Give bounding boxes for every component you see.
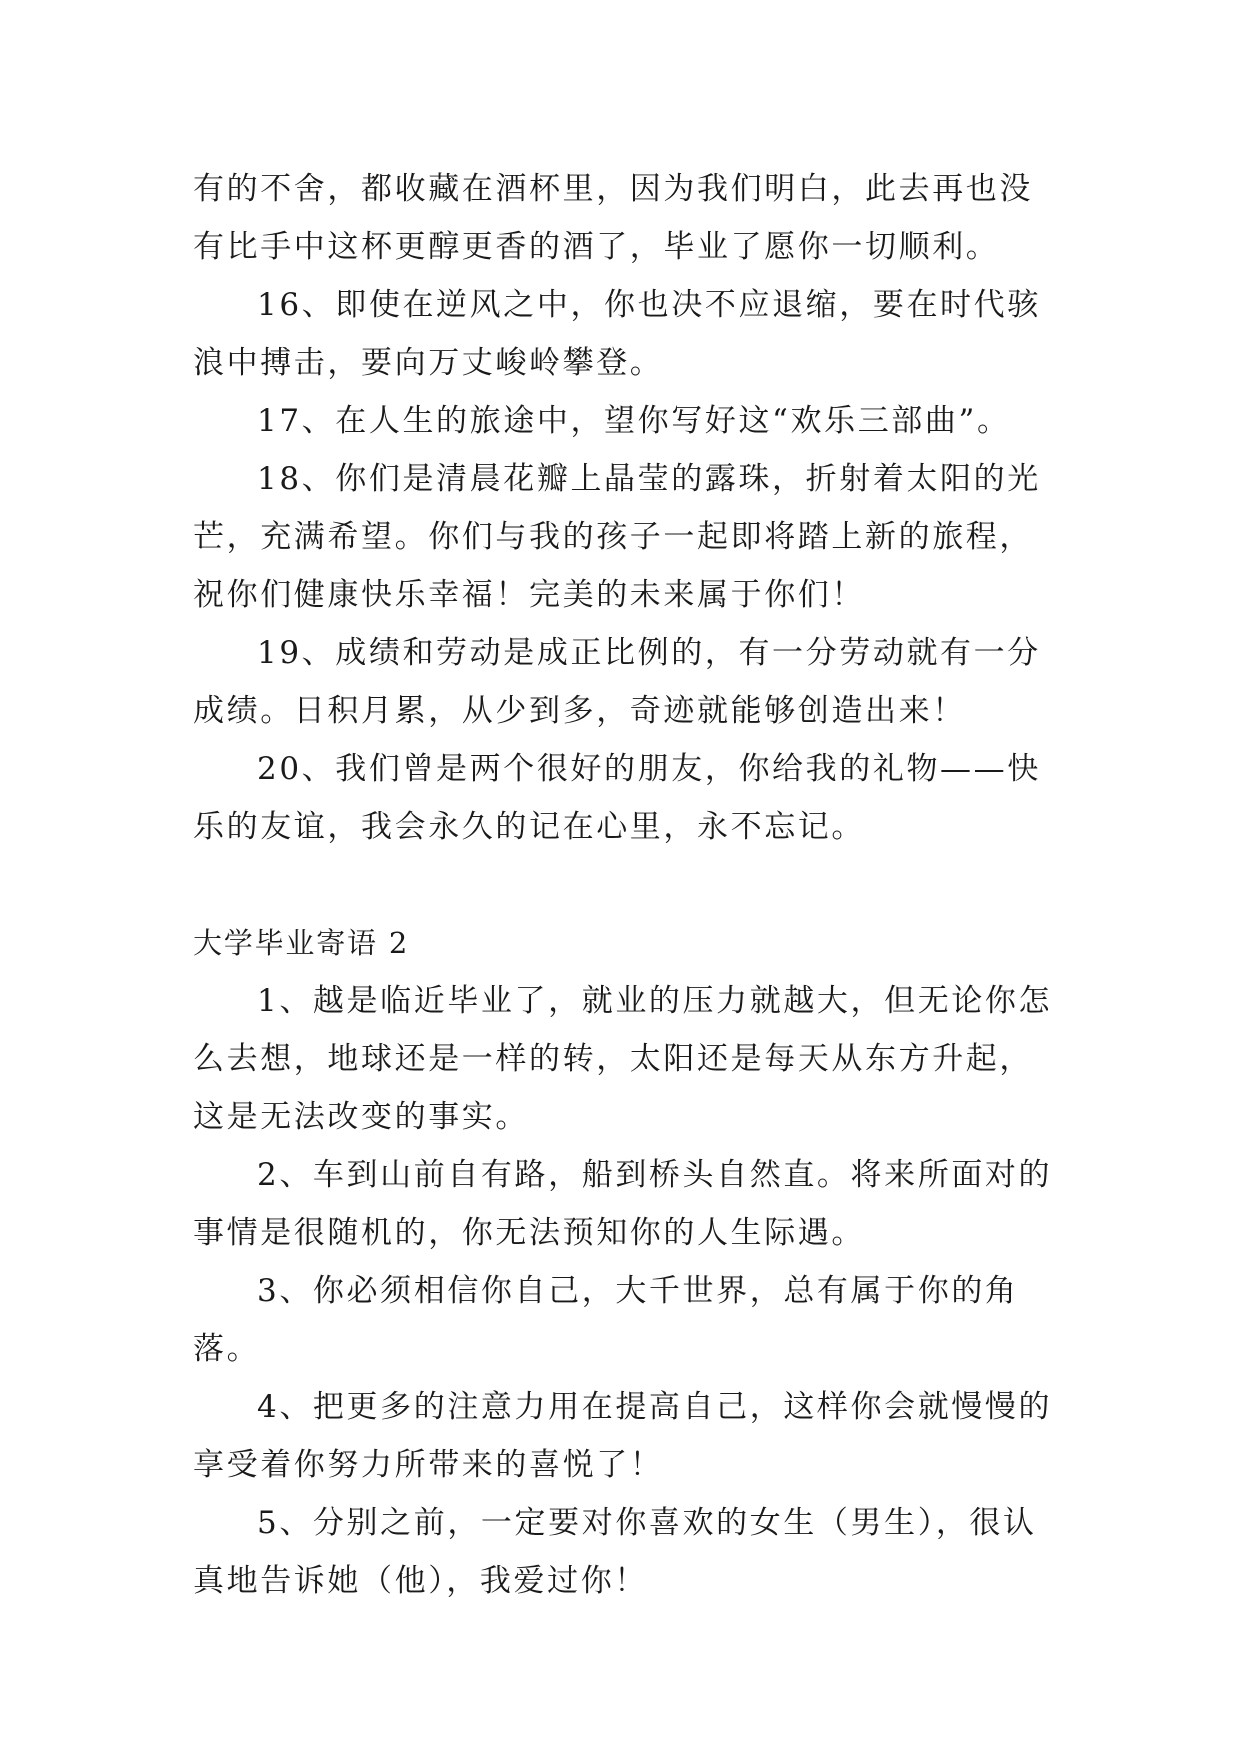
section-spacer <box>193 856 1063 914</box>
paragraph-item-16: 16、即使在逆风之中，你也决不应退缩，要在时代骇浪中搏击，要向万丈峻岭攀登。 <box>193 287 1041 381</box>
section2-item-2: 2、车到山前自有路，船到桥头自然直。将来所面对的事情是很随机的，你无法预知你的人生际遇。 <box>193 1157 1053 1251</box>
section2-item-1: 1、越是临近毕业了，就业的压力就越大，但无论你怎么去想，地球还是一样的转，太阳还是每天从东方升起，这是无法改变的事实。 <box>193 983 1053 1135</box>
paragraph-item-18: 18、你们是清晨花瓣上晶莹的露珠，折射着太阳的光芒，充满希望。你们与我的孩子一起即将踏上新的旅程，祝你们健康快乐幸福！完美的未来属于你们！ <box>193 461 1041 613</box>
section-title: 大学毕业寄语 2 <box>193 926 410 960</box>
paragraph-continued: 有的不舍，都收藏在酒杯里，因为我们明白，此去再也没有比手中这杯更醇更香的酒了，毕业了愿你一切顺利。 <box>193 171 1033 265</box>
section2-item-3: 3、你必须相信你自己，大千世界，总有属于你的角落。 <box>193 1273 1019 1367</box>
paragraph-item-19: 19、成绩和劳动是成正比例的，有一分劳动就有一分成绩。日积月累，从少到多，奇迹就能够创造出来！ <box>193 635 1041 729</box>
section2-item-5: 5、分别之前，一定要对你喜欢的女生（男生），很认真地告诉她（他），我爱过你！ <box>193 1505 1037 1599</box>
paragraph-item-20: 20、我们曾是两个很好的朋友，你给我的礼物——快乐的友谊，我会永久的记在心里，永不忘记。 <box>193 751 1041 845</box>
section2-item-4: 4、把更多的注意力用在提高自己，这样你会就慢慢的享受着你努力所带来的喜悦了！ <box>193 1389 1053 1483</box>
paragraph-item-17: 17、在人生的旅途中，望你写好这“欢乐三部曲”。 <box>257 403 1011 439</box>
document-body <box>193 160 1063 1610</box>
